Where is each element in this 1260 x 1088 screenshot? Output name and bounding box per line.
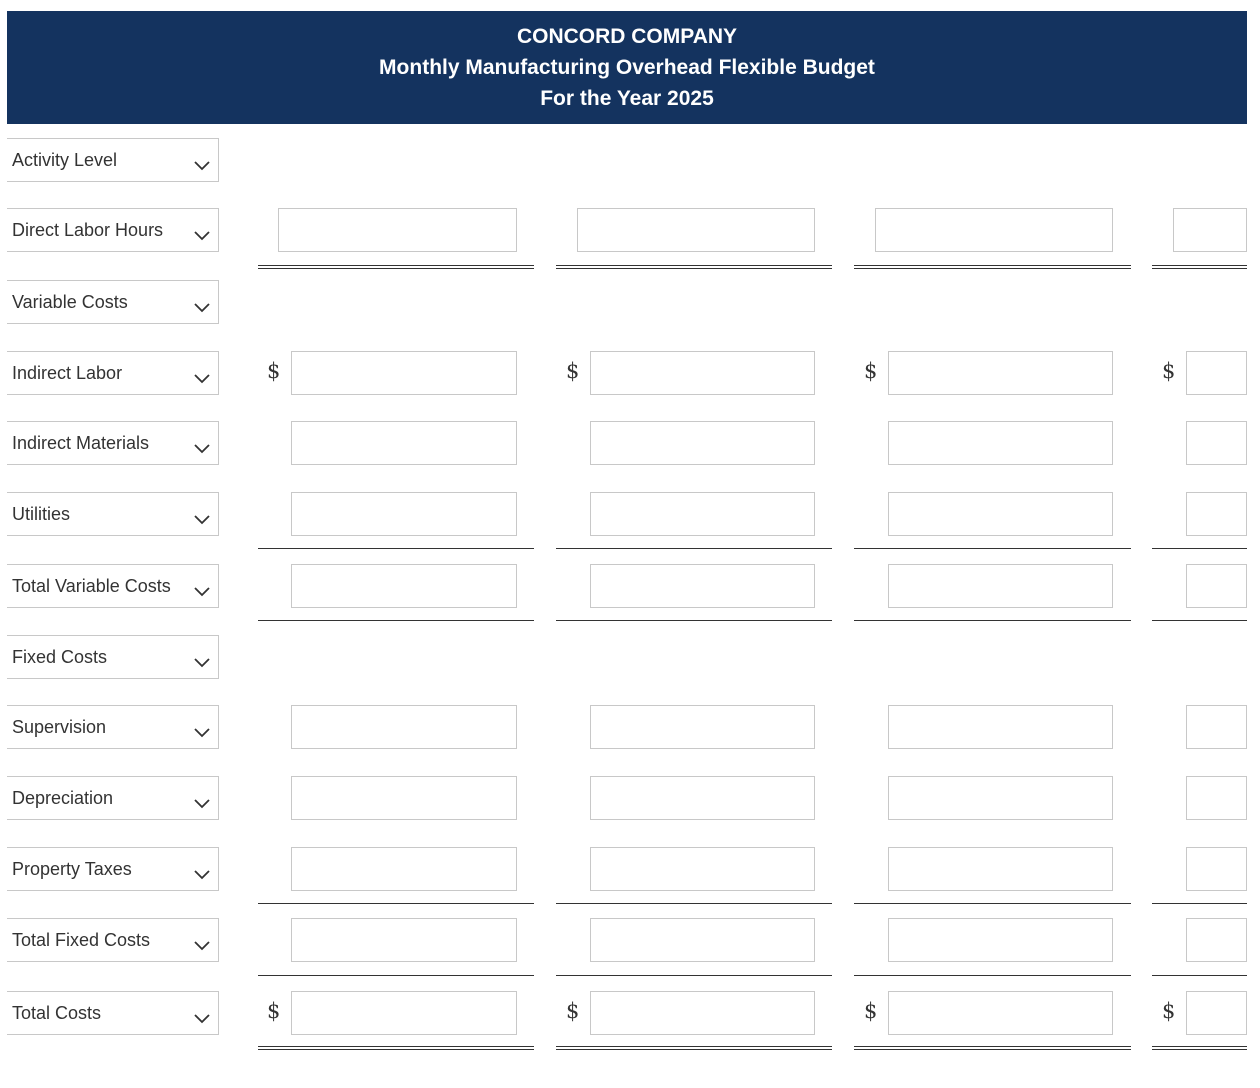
underline-col-1: [258, 975, 534, 976]
chevron-down-icon: [192, 149, 212, 169]
dollar-sign: $: [864, 359, 878, 383]
select-label: Indirect Labor: [12, 363, 123, 383]
row-property-taxes: [0, 847, 1260, 893]
activity-level-select[interactable]: [7, 138, 219, 182]
supervision-input-col-1[interactable]: [291, 705, 517, 749]
double-underline-col-3: [854, 1046, 1131, 1050]
dollar-sign: $: [267, 359, 281, 383]
depreciation-input-col-4[interactable]: [1186, 776, 1247, 820]
chevron-down-icon: [192, 575, 212, 595]
utilities-input-col-2[interactable]: [590, 492, 815, 536]
row-total-fixed-costs: [0, 918, 1260, 964]
indirect-labor-input-col-1[interactable]: [291, 351, 517, 395]
select-label: Supervision: [12, 717, 107, 737]
chevron-down-icon: [192, 787, 212, 807]
chevron-down-icon: [192, 432, 212, 452]
property-taxes-input-col-3[interactable]: [888, 847, 1113, 891]
select-label: Indirect Materials: [12, 433, 150, 453]
total-fixed-costs-input-col-1[interactable]: [291, 918, 517, 962]
total-fixed-costs-input-col-3[interactable]: [888, 918, 1113, 962]
underline-col-3: [854, 975, 1131, 976]
double-underline-col-2: [556, 1046, 832, 1050]
direct-labor-hours-input-col-3[interactable]: [875, 208, 1113, 252]
depreciation-input-col-1[interactable]: [291, 776, 517, 820]
indirect-labor-input-col-3[interactable]: [888, 351, 1113, 395]
utilities-select[interactable]: [7, 492, 219, 536]
chevron-down-icon: [192, 503, 212, 523]
chevron-down-icon: [192, 716, 212, 736]
indirect-labor-select[interactable]: [7, 351, 219, 395]
company-name: CONCORD COMPANY: [516, 25, 738, 48]
chevron-down-icon: [192, 1002, 212, 1022]
total-variable-costs-input-col-4[interactable]: [1186, 564, 1247, 608]
total-variable-costs-input-col-2[interactable]: [590, 564, 815, 608]
total-costs-input-col-4[interactable]: [1186, 991, 1247, 1035]
select-label: Total Costs: [12, 1003, 102, 1023]
budget-title: Monthly Manufacturing Overhead Flexible Budget: [379, 56, 875, 79]
select-label: Utilities: [12, 504, 71, 524]
total-variable-costs-select[interactable]: [7, 564, 219, 608]
property-taxes-input-col-2[interactable]: [590, 847, 815, 891]
row-activity-level: [0, 138, 1260, 184]
select-label: Total Fixed Costs: [12, 930, 151, 950]
row-direct-labor-hours: [0, 208, 1260, 254]
direct-labor-hours-select[interactable]: [7, 208, 219, 252]
row-total-variable-costs: [0, 564, 1260, 610]
total-costs-input-col-2[interactable]: [590, 991, 815, 1035]
chevron-down-icon: [192, 219, 212, 239]
underline-col-3: [854, 548, 1131, 549]
select-label: Direct Labor Hours: [12, 220, 164, 240]
direct-labor-hours-input-col-1[interactable]: [278, 208, 517, 252]
chevron-down-icon: [192, 291, 212, 311]
underline-col-1: [258, 620, 534, 621]
dollar-sign: $: [864, 999, 878, 1023]
depreciation-input-col-2[interactable]: [590, 776, 815, 820]
indirect-materials-input-col-3[interactable]: [888, 421, 1113, 465]
supervision-input-col-2[interactable]: [590, 705, 815, 749]
total-costs-input-col-1[interactable]: [291, 991, 517, 1035]
row-total-costs: [0, 991, 1260, 1037]
total-fixed-costs-input-col-2[interactable]: [590, 918, 815, 962]
underline-col-3: [854, 903, 1131, 904]
fixed-costs-select[interactable]: [7, 635, 219, 679]
underline-col-1: [258, 903, 534, 904]
dollar-sign: $: [1162, 359, 1176, 383]
underline-col-2: [556, 548, 832, 549]
double-underline-col-2: [556, 265, 832, 269]
underline-col-4: [1152, 620, 1247, 621]
total-fixed-costs-select[interactable]: [7, 918, 219, 962]
dollar-sign: $: [566, 999, 580, 1023]
row-fixed-costs: [0, 635, 1260, 681]
underline-col-4: [1152, 903, 1247, 904]
double-underline-col-1: [258, 1046, 534, 1050]
underline-col-2: [556, 620, 832, 621]
utilities-input-col-1[interactable]: [291, 492, 517, 536]
total-fixed-costs-input-col-4[interactable]: [1186, 918, 1247, 962]
indirect-materials-select[interactable]: [7, 421, 219, 465]
dollar-sign: $: [1162, 999, 1176, 1023]
select-label: Fixed Costs: [12, 647, 108, 667]
row-indirect-materials: [0, 421, 1260, 467]
property-taxes-input-col-1[interactable]: [291, 847, 517, 891]
row-variable-costs: [0, 280, 1260, 326]
underline-col-2: [556, 903, 832, 904]
total-variable-costs-input-col-1[interactable]: [291, 564, 517, 608]
double-underline-col-1: [258, 265, 534, 269]
indirect-materials-input-col-4[interactable]: [1186, 421, 1247, 465]
supervision-select[interactable]: [7, 705, 219, 749]
underline-col-1: [258, 548, 534, 549]
double-underline-col-4: [1152, 1046, 1247, 1050]
select-label: Depreciation: [12, 788, 114, 808]
utilities-input-col-4[interactable]: [1186, 492, 1247, 536]
chevron-down-icon: [192, 362, 212, 382]
select-label: Total Variable Costs: [12, 576, 171, 596]
row-supervision: [0, 705, 1260, 751]
row-indirect-labor: [0, 351, 1260, 397]
property-taxes-input-col-4[interactable]: [1186, 847, 1247, 891]
chevron-down-icon: [192, 929, 212, 949]
direct-labor-hours-input-col-2[interactable]: [577, 208, 815, 252]
double-underline-col-3: [854, 265, 1131, 269]
budget-period: For the Year 2025: [540, 87, 714, 110]
supervision-input-col-4[interactable]: [1186, 705, 1247, 749]
total-variable-costs-input-col-3[interactable]: [888, 564, 1113, 608]
depreciation-select[interactable]: [7, 776, 219, 820]
select-label: Variable Costs: [12, 292, 128, 312]
indirect-labor-input-col-2[interactable]: [590, 351, 815, 395]
underline-col-2: [556, 975, 832, 976]
underline-col-3: [854, 620, 1131, 621]
total-costs-select[interactable]: [7, 991, 219, 1035]
depreciation-input-col-3[interactable]: [888, 776, 1113, 820]
underline-col-4: [1152, 975, 1247, 976]
budget-header: [7, 11, 1247, 124]
dollar-sign: $: [566, 359, 580, 383]
supervision-input-col-3[interactable]: [888, 705, 1113, 749]
underline-col-4: [1152, 548, 1247, 549]
dollar-sign: $: [267, 999, 281, 1023]
total-costs-input-col-3[interactable]: [888, 991, 1113, 1035]
chevron-down-icon: [192, 858, 212, 878]
row-depreciation: [0, 776, 1260, 822]
indirect-materials-input-col-2[interactable]: [590, 421, 815, 465]
direct-labor-hours-input-col-4[interactable]: [1173, 208, 1247, 252]
double-underline-col-4: [1152, 265, 1247, 269]
variable-costs-select[interactable]: [7, 280, 219, 324]
property-taxes-select[interactable]: [7, 847, 219, 891]
indirect-labor-input-col-4[interactable]: [1186, 351, 1247, 395]
row-utilities: [0, 492, 1260, 538]
select-label: Activity Level: [12, 150, 118, 170]
indirect-materials-input-col-1[interactable]: [291, 421, 517, 465]
select-label: Property Taxes: [12, 859, 132, 879]
utilities-input-col-3[interactable]: [888, 492, 1113, 536]
chevron-down-icon: [192, 646, 212, 666]
